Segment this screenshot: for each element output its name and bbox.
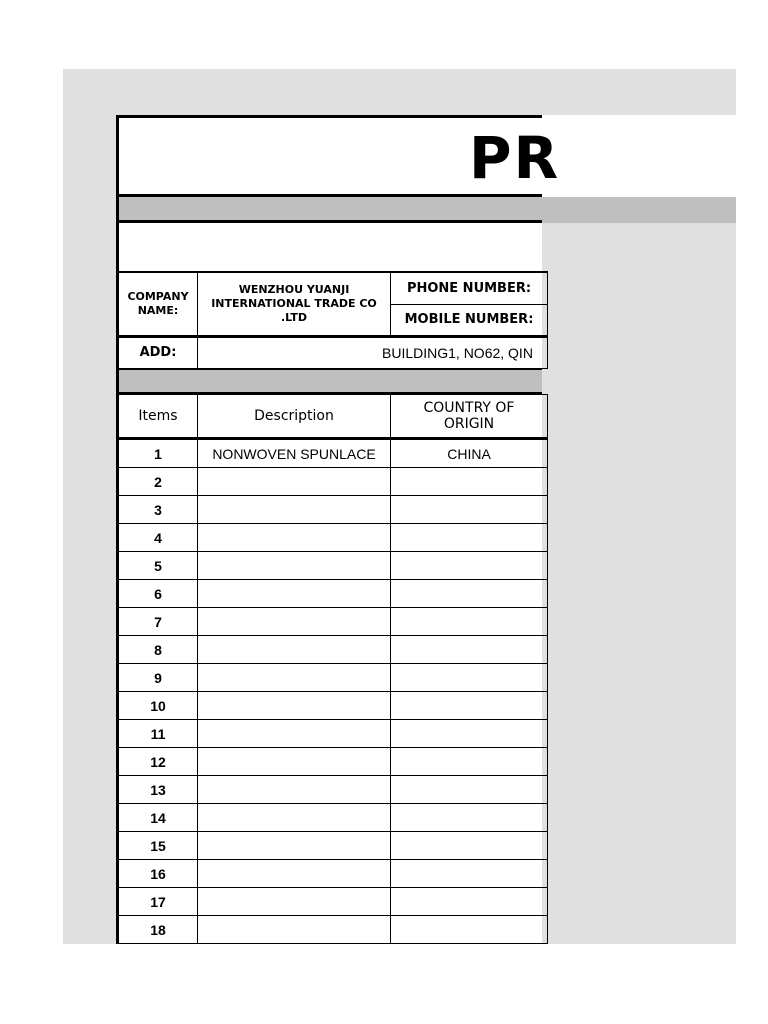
item-number: 16 <box>118 860 198 888</box>
item-country-of-origin <box>391 608 548 636</box>
header-country-of-origin: COUNTRY OF ORIGIN <box>391 395 548 439</box>
item-description: NONWOVEN SPUNLACE <box>198 439 391 468</box>
title-area <box>116 115 561 197</box>
table-row <box>118 888 548 916</box>
table-row <box>118 636 548 664</box>
items-table-header <box>118 395 548 439</box>
section-bar-middle <box>116 368 542 394</box>
item-number: 18 <box>118 916 198 944</box>
items-table <box>116 394 548 944</box>
table-row <box>118 720 548 748</box>
item-country-of-origin <box>391 860 548 888</box>
item-number: 4 <box>118 524 198 552</box>
table-row <box>118 580 548 608</box>
company-name-value: WENZHOU YUANJI INTERNATIONAL TRADE CO .LTD <box>198 272 391 336</box>
table-row <box>118 860 548 888</box>
item-number: 17 <box>118 888 198 916</box>
item-description <box>198 664 391 692</box>
company-info-table <box>116 271 548 369</box>
table-row <box>118 664 548 692</box>
item-country-of-origin <box>391 496 548 524</box>
table-row <box>118 692 548 720</box>
document-page <box>116 115 561 944</box>
table-row <box>118 776 548 804</box>
item-description <box>198 748 391 776</box>
item-country-of-origin <box>391 776 548 804</box>
table-row <box>118 524 548 552</box>
item-country-of-origin <box>391 748 548 776</box>
item-number: 7 <box>118 608 198 636</box>
item-number: 2 <box>118 468 198 496</box>
header-items: Items <box>118 395 198 439</box>
item-country-of-origin <box>391 916 548 944</box>
item-description <box>198 804 391 832</box>
item-country-of-origin <box>391 580 548 608</box>
item-description <box>198 636 391 664</box>
item-country-of-origin <box>391 552 548 580</box>
address-value: BUILDING1, NO62, QIN <box>198 336 548 368</box>
item-description <box>198 468 391 496</box>
item-description <box>198 916 391 944</box>
phone-number-label: PHONE NUMBER: <box>391 272 548 304</box>
item-description <box>198 552 391 580</box>
item-country-of-origin <box>391 692 548 720</box>
table-row <box>118 804 548 832</box>
table-row <box>118 468 548 496</box>
item-country-of-origin <box>391 720 548 748</box>
item-country-of-origin <box>391 636 548 664</box>
item-description <box>198 776 391 804</box>
table-row <box>118 916 548 944</box>
item-description <box>198 832 391 860</box>
document-title: PR <box>469 124 561 192</box>
title-area-extension <box>542 115 736 197</box>
address-label: ADD: <box>118 336 198 368</box>
item-number: 3 <box>118 496 198 524</box>
company-name-label: COMPANY NAME: <box>118 272 198 336</box>
item-number: 6 <box>118 580 198 608</box>
item-description <box>198 524 391 552</box>
item-number: 14 <box>118 804 198 832</box>
item-number: 5 <box>118 552 198 580</box>
table-row <box>118 608 548 636</box>
item-description <box>198 720 391 748</box>
table-row <box>118 496 548 524</box>
item-number: 8 <box>118 636 198 664</box>
item-country-of-origin <box>391 804 548 832</box>
table-row <box>118 748 548 776</box>
item-number: 12 <box>118 748 198 776</box>
table-row <box>118 439 548 468</box>
item-description <box>198 608 391 636</box>
item-number: 11 <box>118 720 198 748</box>
item-country-of-origin <box>391 524 548 552</box>
table-row <box>118 832 548 860</box>
item-number: 10 <box>118 692 198 720</box>
item-description <box>198 888 391 916</box>
item-country-of-origin <box>391 468 548 496</box>
item-number: 9 <box>118 664 198 692</box>
section-bar-extension <box>542 197 736 223</box>
item-number: 1 <box>118 439 198 468</box>
section-bar-top <box>116 197 542 223</box>
blank-row <box>116 223 542 272</box>
item-country-of-origin <box>391 832 548 860</box>
item-country-of-origin: CHINA <box>391 439 548 468</box>
item-country-of-origin <box>391 888 548 916</box>
item-description <box>198 580 391 608</box>
item-description <box>198 860 391 888</box>
item-country-of-origin <box>391 664 548 692</box>
item-number: 13 <box>118 776 198 804</box>
table-row <box>118 552 548 580</box>
item-description <box>198 496 391 524</box>
header-description: Description <box>198 395 391 439</box>
item-number: 15 <box>118 832 198 860</box>
item-description <box>198 692 391 720</box>
mobile-number-label: MOBILE NUMBER: <box>391 304 548 336</box>
